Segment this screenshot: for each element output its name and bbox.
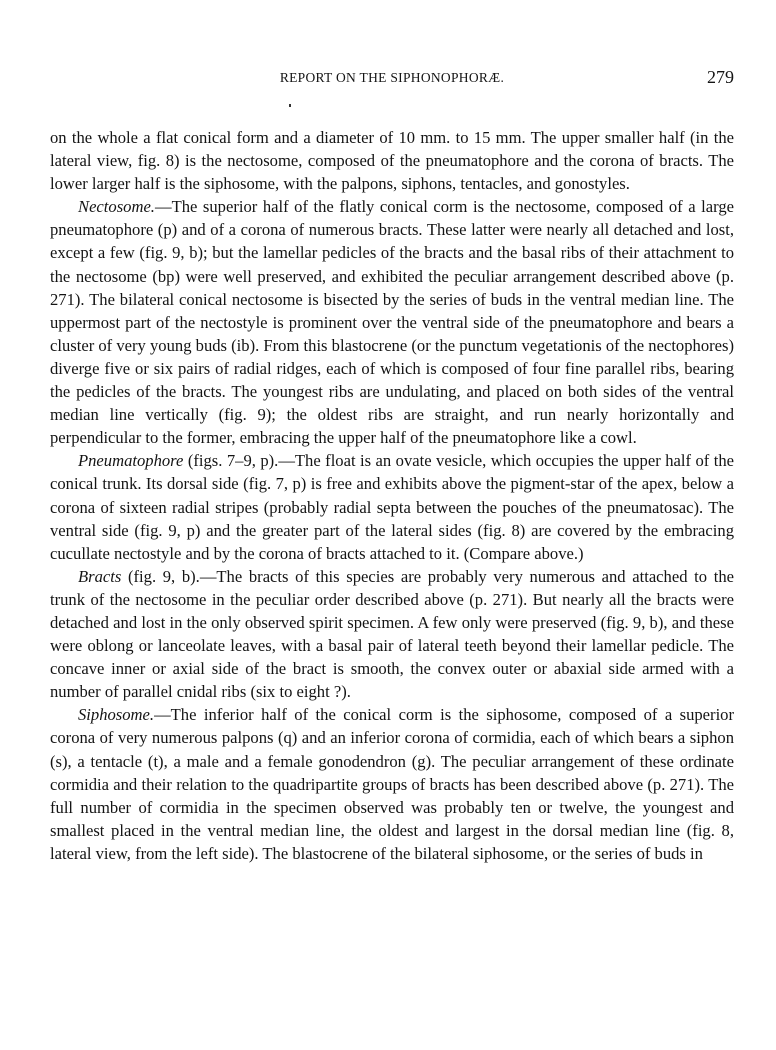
paragraph-text: (fig. 9, b).—The bracts of this species are probably very numerous and attached to the trunk of the nectosome in the peculiar order described above (p. 271). But nearly all the bracts were detached and lost in the only observed spirit specimen. A few only were preserved (fig. 9, b), and these were oblong or lanceolate leaves, with a basal pair of lateral teeth beyond their lamellar pedicle. The concave inner or axial side of the bract is smooth, the convex outer or abaxial side armed with a number of parallel cnidal ribs (six to eight ?). xyxy=(50,566,734,702)
running-title: REPORT ON THE SIPHONOPHORÆ. xyxy=(279,70,505,85)
paragraph-lead: Siphosome. xyxy=(78,705,155,725)
paragraph-lead: Bracts xyxy=(78,566,122,586)
paragraph-text: (figs. 7–9, p).—The float is an ovate vesicle, which occupies the upper half of the conical trunk. Its dorsal side (fig. 7, p) is free and exhibits above the pigment-star of the apex, below a corona of sixteen radial stripes (probably radial septa between the pouches of the pneumatosac). The ventral side (fig. 9, p) and the greater part of the lateral sides (fig. 8) are covered by the embracing cucullate nectostyle and by the corona of bracts attached to it. (Compare above.) xyxy=(50,451,734,563)
paragraph-lead: Pneumatophore xyxy=(78,451,184,471)
paragraph-text: —The superior half of the flatly conical corm is the nectosome, composed of a large pneumatophore (p) and of a corona of numerous bracts. These latter were nearly all detached and lost, except a few (fig. 9, b); but the lamellar pedicles of the bracts and the basal ribs of their attachment to the nectosome (bp) were well preserved, and exhibited the peculiar arrangement described above (p. 271). The bilateral conical nectosome is bisected by the series of buds in the ventral median line. The uppermost part of the nectostyle is prominent over the ventral side of the pneumatophore and bears a cluster of very young buds (ib). From this blastocrene (or the punctum vegetationis of the nectophores) diverge five or six pairs of radial ridges, each of which is composed of four fine parallel ribs, bearing the pedicles of the bracts. The youngest ribs are undulating, and placed on both sides of the ventral median line vertically (fig. 9); the oldest ribs are straight, and run nearly horizontally and perpendicular to the former, embracing the upper half of the pneumatophore like a cowl. xyxy=(50,197,734,448)
paragraph-text: —The inferior half of the conical corm is the siphosome, composed of a superior corona of very numerous palpons (q) and an inferior corona of cormidia, each of which bears a siphon (s), a tentacle (t), a male and a female gonodendron (g). The peculiar arrangement of these ordinate cormidia and their relation to the quadripartite groups of bracts has been described above (p. 271). The full number of cormidia in the specimen observed was probably ten or twelve, the youngest and smallest placed in the ventral median line, the oldest and largest in the dorsal median line (fig. 8, lateral view, from the left side). The blastocrene of the bilateral siphosome, or the series of buds in xyxy=(50,705,734,863)
paragraph-nectosome xyxy=(50,195,734,449)
body-text xyxy=(50,126,734,865)
paragraph-pneumatophore xyxy=(50,449,734,564)
paragraph-siphosome xyxy=(50,703,734,865)
paragraph-continuation xyxy=(50,126,734,195)
page-number: 279 xyxy=(707,67,734,87)
paragraph-text: on the whole a flat conical form and a diameter of 10 mm. to 15 mm. The upper smaller half (in the lateral view, fig. 8) is the nectosome, composed of the pneumatophore and the corona of bracts. The lower larger half is the siphosome, with the palpons, siphons, tentacles, and gonostyles. xyxy=(50,128,734,194)
page-header xyxy=(50,67,734,94)
print-speck xyxy=(289,104,291,107)
paragraph-lead: Nectosome. xyxy=(78,197,155,217)
paragraph-bracts xyxy=(50,565,734,704)
